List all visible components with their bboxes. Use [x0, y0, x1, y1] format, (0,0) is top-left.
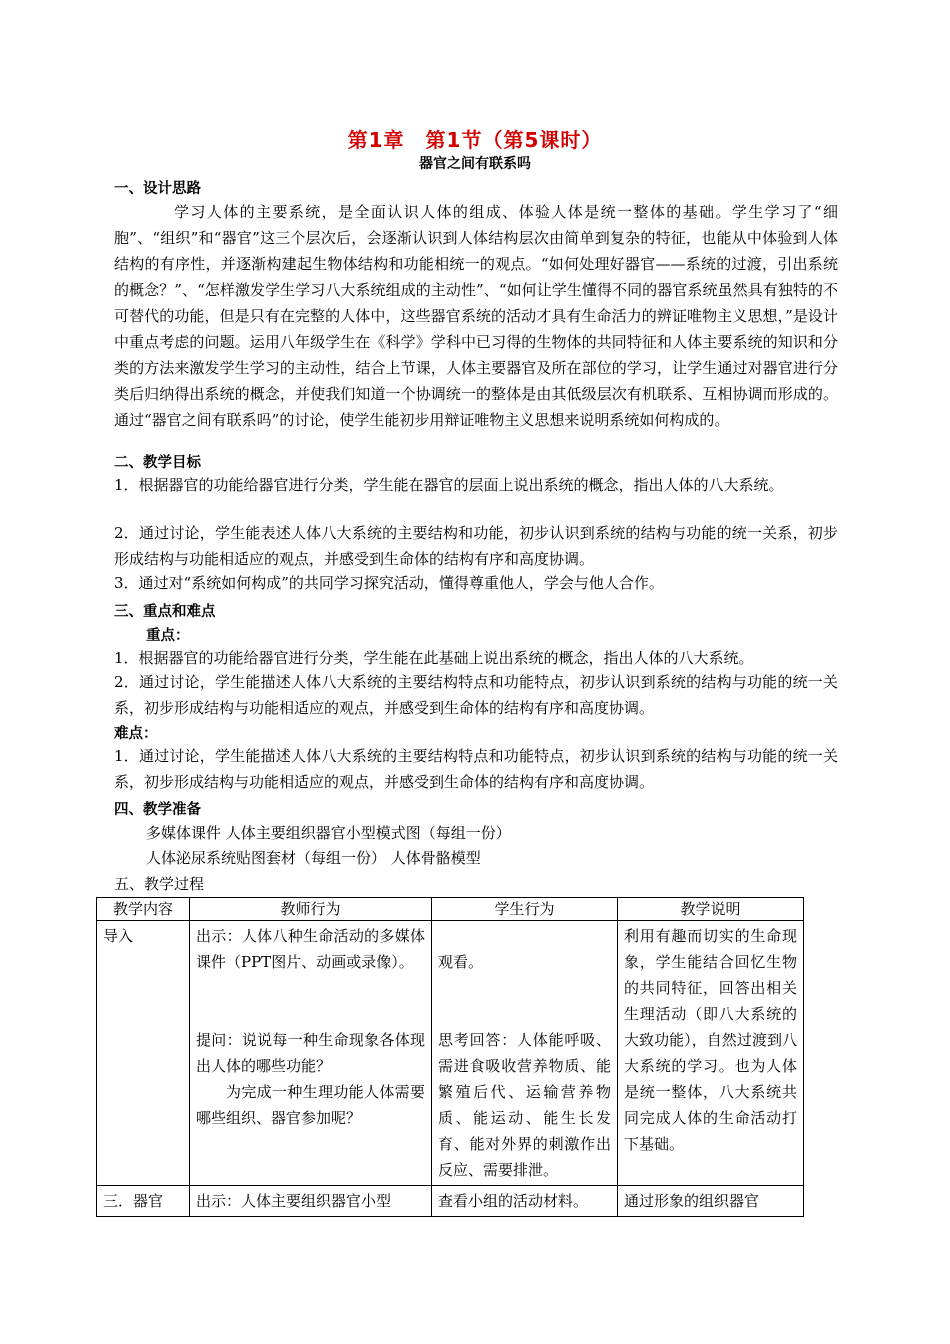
cell-teacher: 出示：人体主要组织器官小型 [190, 1186, 432, 1217]
section-heading-prep: 四、教学准备 [114, 802, 201, 818]
column-header: 教学内容 [97, 898, 190, 921]
teacher-action: 提问：说说每一种生命现象各体现出人体的哪些功能？ [196, 1031, 425, 1075]
goal-item: 1．根据器官的功能给器官进行分类，学生能在器官的层面上说出系统的概念，指出人体的八大系统。 [114, 476, 784, 494]
design-paragraph: 学习人体的主要系统，是全面认识人体的组成、体验人体是统一整体的基础。学生学习了“细胞”、“组织”和“器官”这三个层次后，会逐渐认识到人体结构层次由简单到复杂的特征，也能从中体验到人体结构的有序性，并逐渐构建起生物体结构和功能相统一的观点。“如何处理好器官——系统的过渡，引出系统的概念？”、“怎样激发学生学习八大系统组成的主动性”、“如何让学生懂得不同的器官系统虽然具有独特的不可替代的功能，但是只有在完整的人体中，这些器官系统的活动才具有生命活力的辨证唯物主义思想，”是设计中重点考虑的问题。运用八年级学生在《科学》学科中已习得的生物体的共同特征和人体主要系统的知识和分类的方法来激发学生学习的主动性，结合上节课，人体主要器官及所在部位的学习，让学生通过对器官进行分类后归纳得出系统的概念，并使我们知道一个协调统一的整体是由其低级层次有机联系、互相协调而形成的。通过“器官之间有联系吗”的讨论，使学生能初步用辩证唯物主义思想来说明系统如何构成的。 [114, 203, 838, 429]
column-header: 教师行为 [190, 898, 432, 921]
cell-note: 通过形象的组织器官 [618, 1186, 804, 1217]
section-heading-goals: 二、教学目标 [114, 455, 201, 471]
column-header: 教学说明 [618, 898, 804, 921]
hard-label: 难点： [114, 726, 158, 742]
table-row [97, 1186, 804, 1217]
teacher-action: 出示：人体八种生命活动的多媒体课件（PPT图片、动画或录像）。 [196, 927, 425, 971]
table-row [97, 921, 804, 1186]
cell-student: 查看小组的活动材料。 [432, 1186, 618, 1217]
key-item: 2．通过讨论，学生能描述人体八大系统的主要结构特点和功能特点，初步认识到系统的结构与功能的统一关系，初步形成结构与功能相适应的观点，并感受到生命体的结构有序和高度协调。 [114, 673, 838, 717]
student-action: 观看。 [438, 953, 484, 971]
page-subtitle: 器官之间有联系吗 [419, 156, 531, 172]
cell-teacher [190, 921, 432, 1186]
process-table [96, 897, 804, 1217]
hard-item: 1．通过讨论，学生能描述人体八大系统的主要结构特点和功能特点，初步认识到系统的结构与功能的统一关系，初步形成结构与功能相适应的观点，并感受到生命体的结构有序和高度协调。 [114, 747, 838, 791]
table-header-row [97, 898, 804, 921]
cell-content: 导入 [97, 921, 190, 1186]
key-item: 1．根据器官的功能给器官进行分类，学生能在此基础上说出系统的概念，指出人体的八大系统。 [114, 649, 754, 667]
page-title: 第1章 第1节（第5课时） [347, 128, 603, 152]
cell-student [432, 921, 618, 1186]
column-header: 学生行为 [432, 898, 618, 921]
goal-item: 3．通过对“系统如何构成”的共同学习探究活动，懂得尊重他人，学会与他人合作。 [114, 574, 664, 592]
cell-content: 三．器官 [97, 1186, 190, 1217]
student-action: 思考回答：人体能呼吸、需进食吸收营养物质、能繁殖后代、运输营养物质、能运动、能生长发育、能对外界的刺激作出反应、需要排泄。 [438, 1031, 611, 1179]
prep-line: 人体泌尿系统贴图套材（每组一份） 人体骨骼模型 [146, 849, 481, 867]
cell-note: 利用有趣而切实的生命现象，学生能结合回忆生物的共同特征，回答出相关生理活动（即八大系统的大致功能），自然过渡到八大系统的学习。也为人体是统一整体，八大系统共同完成人体的生命活动打下基础。 [618, 921, 804, 1186]
key-label: 重点： [146, 628, 190, 644]
section-heading-design: 一、设计思路 [114, 181, 201, 197]
section-heading-keypoints: 三、重点和难点 [114, 604, 216, 620]
prep-line: 多媒体课件 人体主要组织器官小型模式图（每组一份） [146, 824, 511, 842]
section-heading-process: 五、教学过程 [114, 875, 205, 893]
teacher-action: 为完成一种生理功能人体需要哪些组织、器官参加呢？ [196, 1083, 425, 1127]
goal-item: 2．通过讨论，学生能表述人体八大系统的主要结构和功能，初步认识到系统的结构与功能的统一关系，初步形成结构与功能相适应的观点，并感受到生命体的结构有序和高度协调。 [114, 524, 838, 568]
